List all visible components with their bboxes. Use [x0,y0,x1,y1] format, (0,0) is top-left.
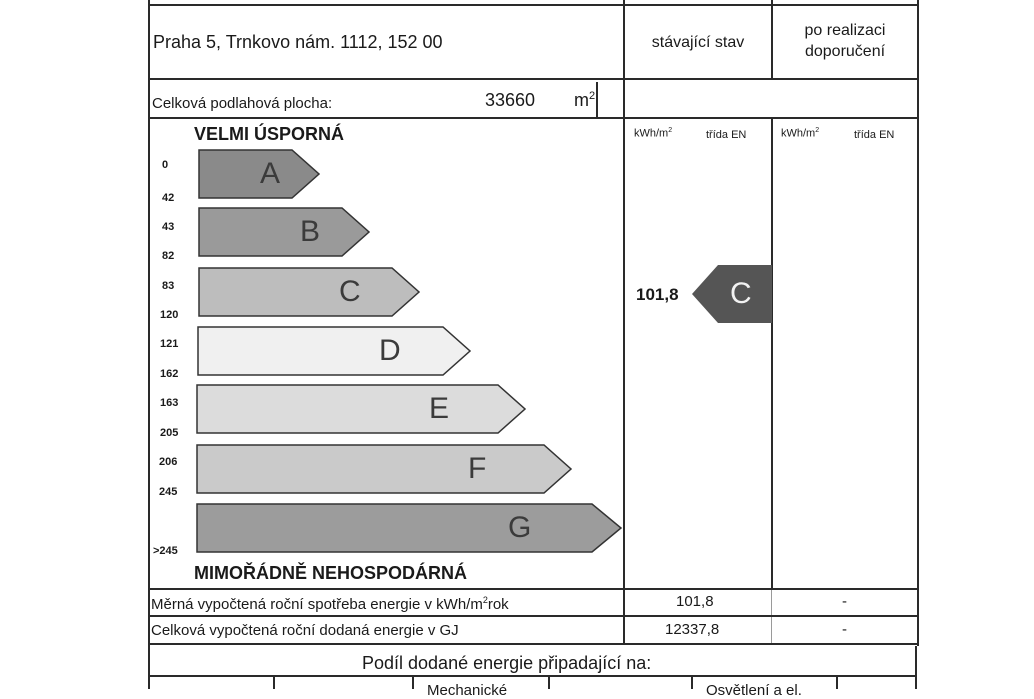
current-class-letter: C [730,277,752,310]
class-bar-c-shape [198,267,420,317]
unit-class-current: třída EN [706,129,747,141]
scale-bottom-border [148,588,919,590]
bottom-col5-label: Osvětlení a el. [706,682,802,699]
current-class-marker [692,265,772,323]
table-right-border [917,0,919,646]
class-bar-c [198,267,420,317]
bottom-col-divider-2 [412,675,414,689]
area-divider [596,82,598,118]
class-c-from: 83 [162,280,175,292]
class-bar-d-shape [197,326,471,376]
class-f-from: 206 [159,456,178,468]
bottom-col3-label: Mechanické [427,682,508,699]
class-bar-g-shape [196,503,624,553]
header-bottom-border [148,78,919,80]
current-value: 101,8 [636,285,679,304]
class-d-to: 162 [160,368,179,380]
row-specific-consumption-after: - [842,593,847,610]
class-bar-g [196,503,624,553]
class-b-to: 82 [162,250,175,262]
class-bar-f-shape [196,444,572,494]
class-bar-d [197,326,471,376]
class-a-from: 0 [162,159,169,171]
class-c-to: 120 [160,309,179,321]
header-after [773,20,917,62]
row-total-energy-after: - [842,621,847,638]
class-letter-g: G [508,511,532,544]
floor-area-label: Celková podlahová plocha: [152,95,333,112]
class-g-from: >245 [153,545,178,557]
class-b-from: 43 [162,221,175,233]
header-after-line1: po realizaci [804,22,886,39]
class-letter-d: D [379,334,401,367]
unit-kwh-current: kWh/$m^2$ [634,127,673,140]
class-e-to: 205 [160,427,179,439]
header-after-line2: doporučení [804,43,886,60]
class-f-to: 245 [159,486,178,498]
class-letter-e: E [429,392,450,425]
address: Praha 5, Trnkovo nám. 1112, 152 00 [153,32,443,52]
row-total-energy-label: Celková vypočtená roční dodaná energie v GJ [151,622,459,639]
top-border [148,4,919,6]
class-bar-b-shape [198,207,370,257]
class-bar-a [198,149,320,199]
row-specific-consumption-label: Měrná vypočtená roční spotřeba energie v kWh/$m^2rok$ [151,595,509,613]
class-letter-a: A [260,157,281,190]
class-letter-f: F [468,452,487,485]
row-specific-consumption-current: 101,8 [676,593,714,610]
row2-bottom-border [148,643,919,645]
bottom-col-divider-1 [273,675,275,689]
bottom-label: MIMOŘÁDNĚ NEHOSPODÁRNÁ [194,563,468,583]
floor-area-value: 33660 [485,90,536,110]
table-left-border [148,0,150,689]
column-divider-after [771,118,773,590]
class-bar-e-shape [196,384,526,434]
share-bottom-border [148,675,917,677]
class-bar-b [198,207,370,257]
header-current: stávající stav [651,34,745,51]
row1-bottom-border [148,615,919,617]
unit-kwh-after: kWh/$m^2$ [781,127,820,140]
class-e-from: 163 [160,397,179,409]
class-letter-c: C [339,275,361,308]
area-bottom-border [148,117,919,119]
class-bar-e [196,384,526,434]
bottom-col-divider-5 [836,675,838,689]
bottom-col-divider-3 [548,675,550,689]
class-letter-b: B [300,215,321,248]
floor-area-unit: $m^2$ [574,90,596,110]
unit-class-after: třída EN [854,129,895,141]
top-label: VELMI ÚSPORNÁ [194,124,345,144]
class-bar-f [196,444,572,494]
bottom-col-divider-4 [691,675,693,689]
table-right-border-lower [915,646,917,689]
class-a-to: 42 [162,192,175,204]
class-bar-a-shape [198,149,320,199]
row-total-energy-current: 12337,8 [665,621,720,638]
class-d-from: 121 [160,338,179,350]
share-title: Podíl dodané energie připadající na: [362,653,652,673]
